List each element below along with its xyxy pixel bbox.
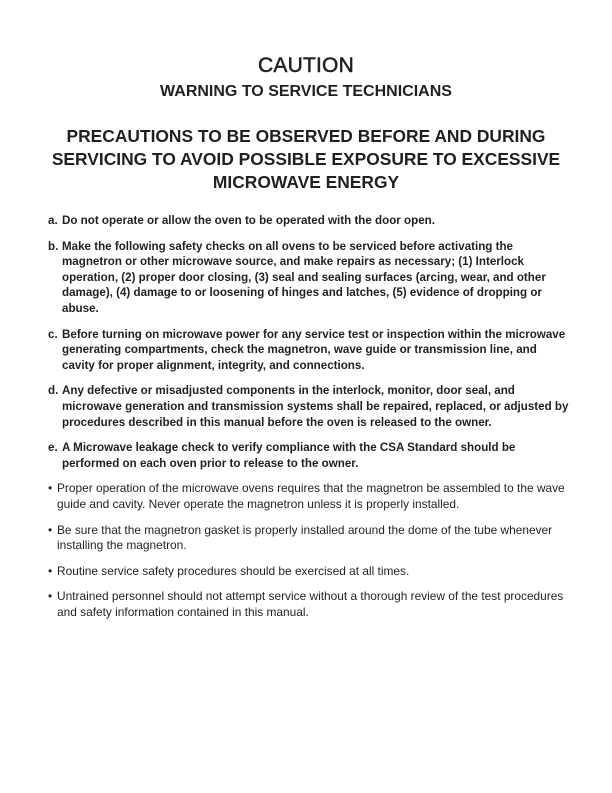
bullet-text: Routine service safety procedures should be exercised at all times. xyxy=(57,563,410,578)
item-marker: d. xyxy=(48,384,59,398)
item-marker: e. xyxy=(48,441,58,455)
bullet-item xyxy=(48,481,570,512)
item-text: A Microwave leakage check to verify compliance with the CSA Standard should be performed on each oven prior to release to the owner. xyxy=(62,441,516,470)
bullet-item xyxy=(48,589,570,620)
list-item xyxy=(48,440,570,471)
bullet-text: Be sure that the magnetron gasket is properly installed around the dome of the tube whenever installing the magnetron. xyxy=(57,522,553,553)
item-marker: c. xyxy=(48,327,58,341)
bullet-text: Untrained personnel should not attempt service without a thorough review of the test procedures and safety information contained in this manual. xyxy=(57,589,564,619)
list-item xyxy=(48,383,570,430)
bullet-marker: • xyxy=(48,589,53,604)
item-marker: a. xyxy=(48,214,58,227)
precautions-list xyxy=(48,213,570,630)
list-item xyxy=(48,327,570,374)
precautions-heading: PRECAUTIONS TO BE OBSERVED BEFORE AND DURING SERVICING TO AVOID POSSIBLE EXPOSURE TO EXCESSIVE MICROWAVE ENERGY xyxy=(51,126,561,192)
item-marker: b. xyxy=(48,239,59,253)
bullet-marker: • xyxy=(48,563,53,578)
bullet-item xyxy=(48,564,570,580)
bullet-marker: • xyxy=(48,522,53,537)
item-text: Before turning on microwave power for any service test or inspection within the microwave generating compartments, check the magnetron, wave guide or transmission line, and cavity for proper alignment, integrity, and connections. xyxy=(62,327,566,372)
item-text: Any defective or misadjusted components in the interlock, monitor, door seal, and microwave generation and transmission systems shall be repaired, replaced, or adjusted by procedures described in this manual before the oven is released to the owner. xyxy=(62,384,569,429)
caution-title: CAUTION xyxy=(258,54,354,77)
list-item xyxy=(48,239,570,317)
item-text: Make the following safety checks on all ovens to be serviced before activating the magnetron or other microwave source, and make repairs as necessary; (1) Interlock operation, (2) proper door closing, (3) seal and sealing surfaces (arcing, wear, and other damage), (4) damage to or loosening of hinges and latches, (5) evidence of dropping or abuse. xyxy=(62,239,546,315)
bullet-marker: • xyxy=(48,481,53,496)
warning-subtitle: WARNING TO SERVICE TECHNICIANS xyxy=(160,83,452,100)
bullet-item xyxy=(48,523,570,554)
bullet-text: Proper operation of the microwave ovens requires that the magnetron be assembled to the wave guide and cavity. Never operate the magnetron unless it is properly installed. xyxy=(57,481,565,511)
item-text: Do not operate or allow the oven to be operated with the door open. xyxy=(62,214,435,227)
list-item xyxy=(48,213,570,229)
